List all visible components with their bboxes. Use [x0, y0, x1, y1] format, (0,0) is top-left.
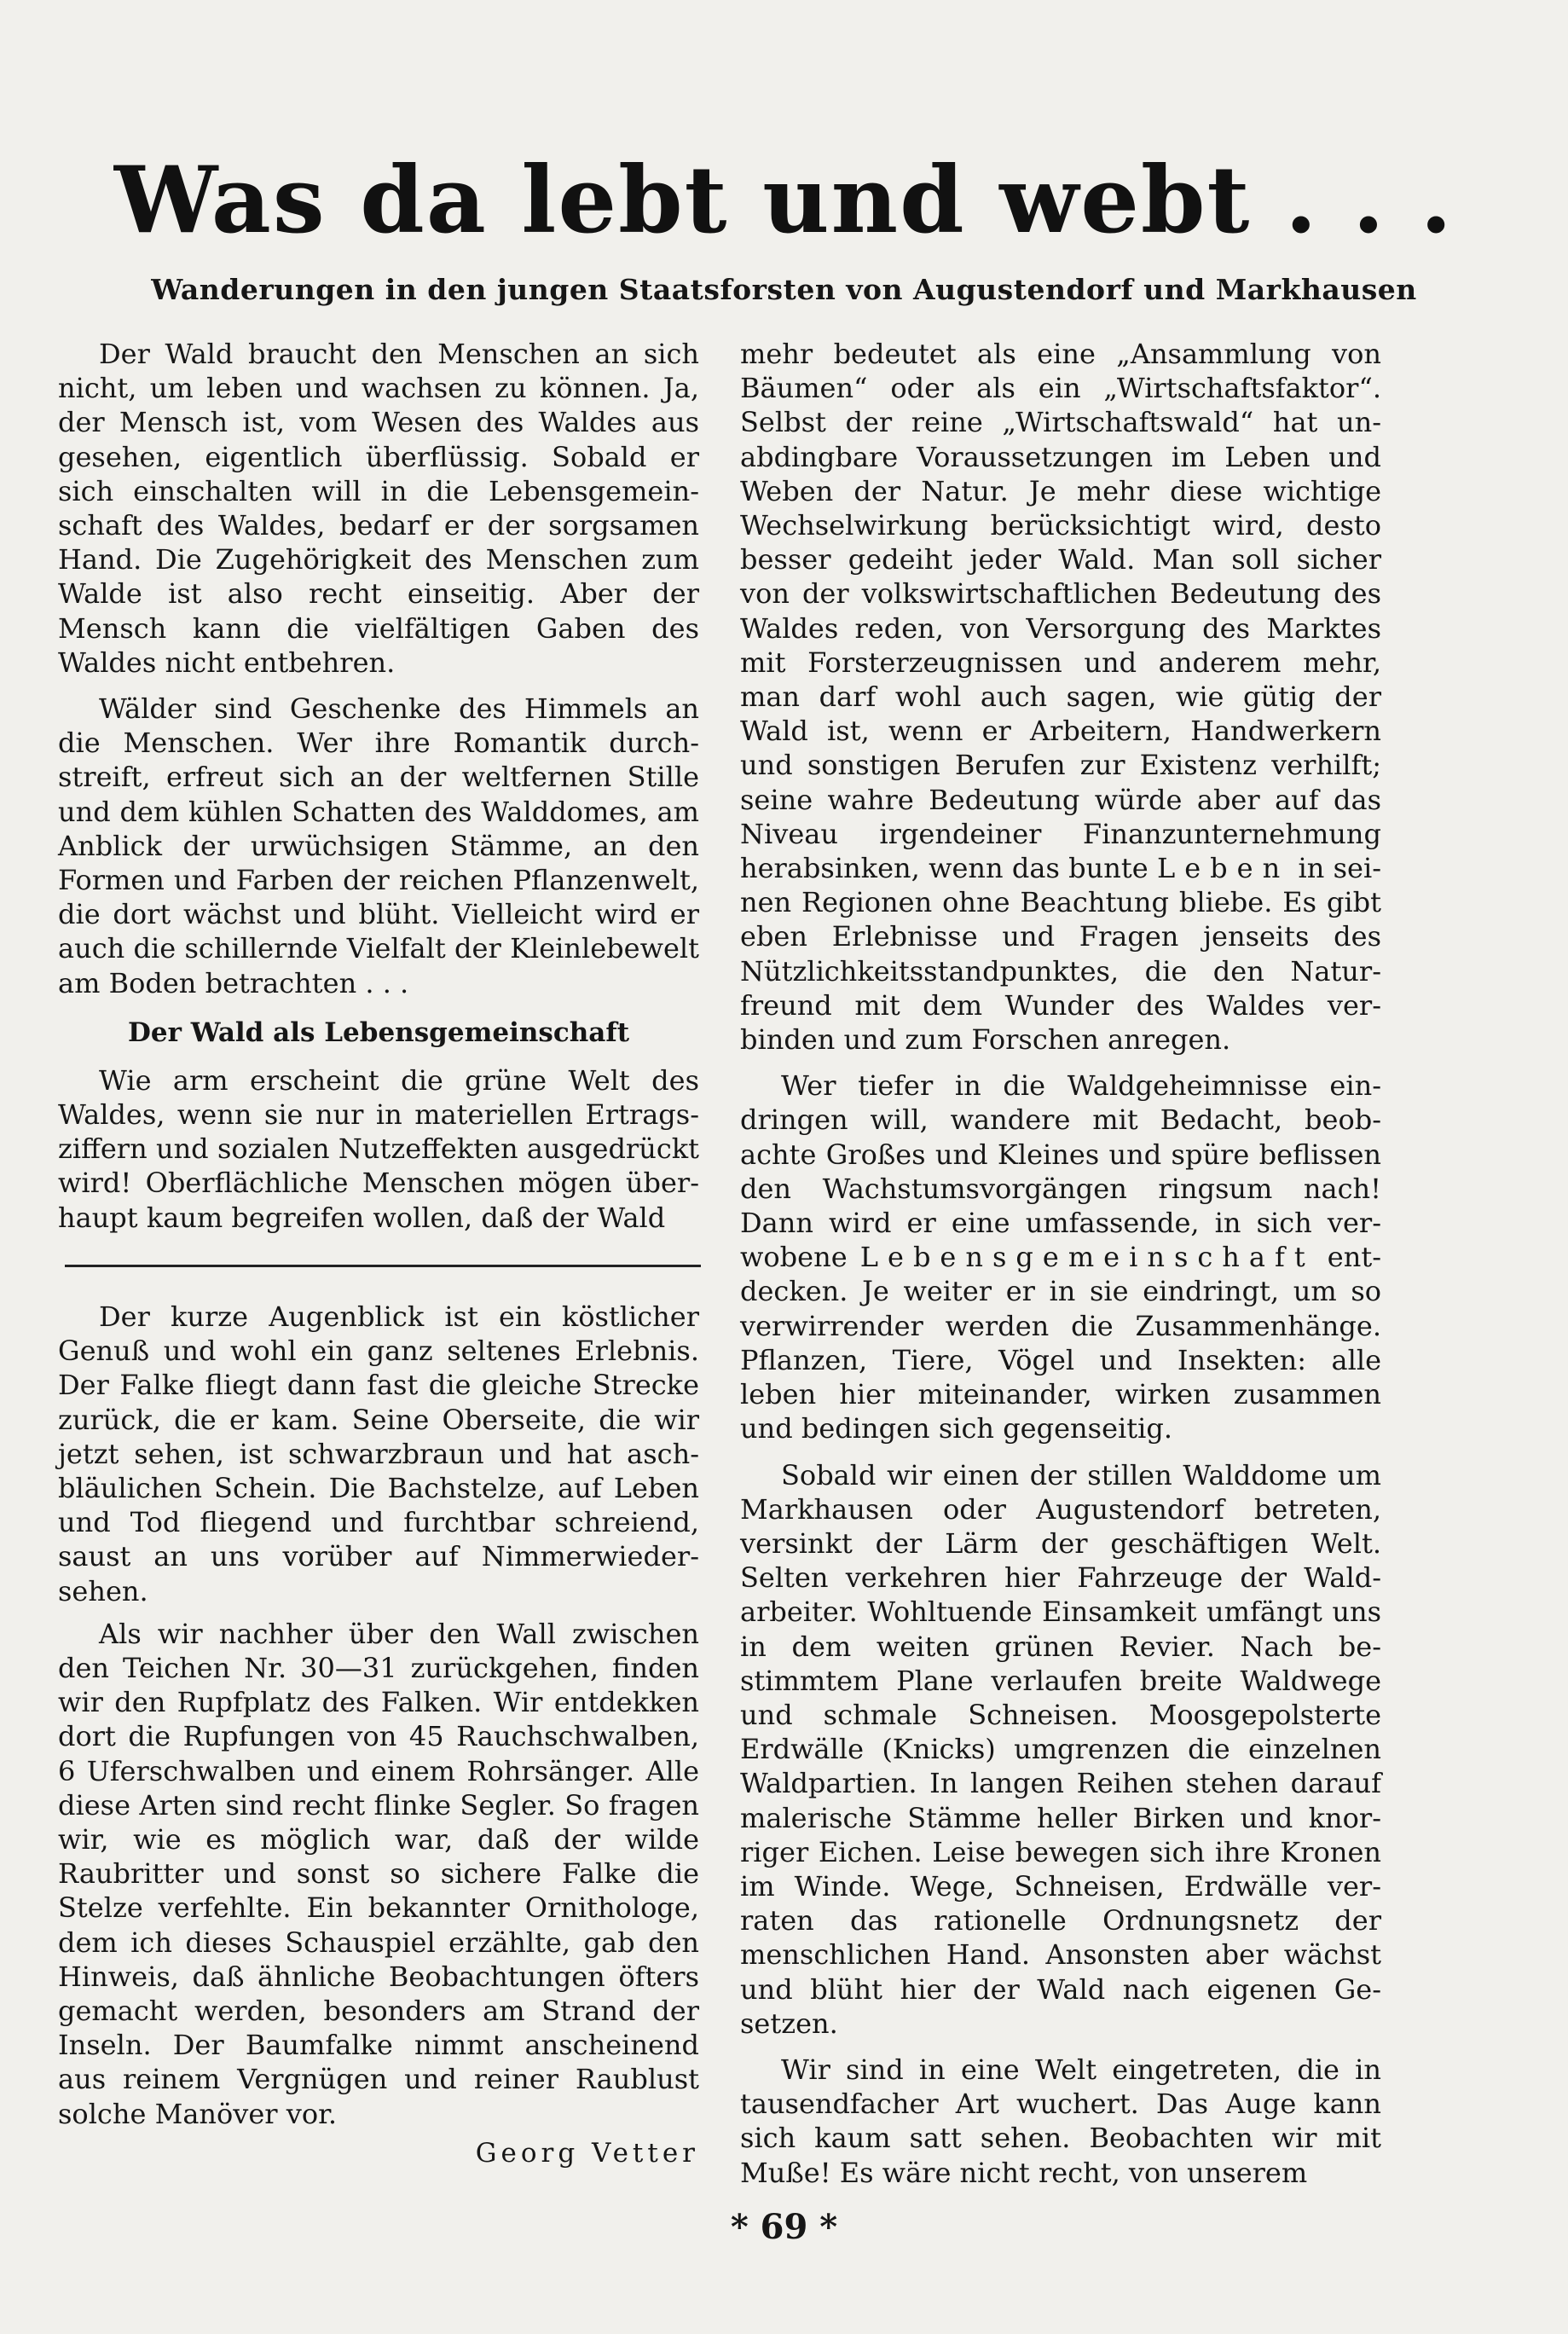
paragraph: [740, 337, 1381, 1057]
paragraph: [740, 1069, 1381, 1445]
paragraph: Sobald wir einen der stillen Walddome um Markhausen oder Augustendorf betreten, versinkt der Lärm der geschäftigen Welt. Selten verkehren hier Fahrzeuge der Waldarbeiter. Wohltuende Einsamkeit umfängt uns in dem weiten grünen Revier. Nach bestimmtem Plane verlaufen breite Waldwege und schmale Schneisen. Moosgepolsterte Erdwälle (Knicks) umgrenzen die einzelnen Waldpartien. In langen Reihen stehen darauf malerische Stämme heller Birken und knorriger Eichen. Leise bewegen sich ihre Kronen im Winde. Wege, Schneisen, Erdwälle verraten das rationelle Ordnungsnetz der menschlichen Hand. Ansonsten aber wächst und blüht hier der Wald nach eigenen Gesetzen.: [740, 1458, 1381, 2040]
article-subtitle: Wanderungen in den jungen Staatsforsten von Augustendorf und Markhausen: [151, 273, 1417, 306]
paragraph: Der Wald braucht den Menschen an sich nicht, um leben und wachsen zu können. Ja, der Mensch ist, vom Wesen des Waldes aus gesehen, eigentlich überflüssig. Sobald er sich einschalten will in die Lebensgemeinschaft des Waldes, bedarf er der sorgsamen Hand. Die Zugehörigkeit des Menschen zum Walde ist also recht einseitig. Aber der Mensch kann die vielfältigen Gaben des Waldes nicht entbehren.: [58, 338, 699, 679]
spaced-emphasis: Lebensgemeinschaft: [859, 1241, 1315, 1274]
section-heading: Der Wald als Lebensgemeinschaft: [127, 1016, 630, 1048]
paragraph-text: mehr bedeutet als eine „Ansammlung von Bäumen“ oder als ein „Wirtschaftsfaktor“. Selbst der reine „Wirtschaftswald“ hat unabdingbare Voraussetzungen im Leben und Weben der Natur. Je mehr diese wichtige Wechselwirkung berücksichtigt wird, desto besser gedeiht jeder Wald. Man soll sicher von der volkswirtschaftlichen Bedeutung des Waldes reden, von Versorgung des Marktes mit Forsterzeugnissen und anderem mehr, man darf wohl auch sagen, wie gütig der Wald ist, wenn er Arbeitern, Handwerkern und sonstigen Berufen zur Existenz verhilft; seine wahre Bedeutung würde aber auf das Niveau irgendeiner Finanzunternehmung herabsinken, wenn das bunte: [740, 338, 1381, 885]
article-title: Was da lebt und webt . . .: [114, 147, 1454, 254]
paragraph-text: in seinen Regionen ohne Beachtung bliebe. Es gibt eben Erlebnisse und Fragen jenseits des Nützlichkeitsstandpunktes, die den Naturfreund mit dem Wunder des Waldes verbinden und zum Forschen anregen.: [740, 852, 1382, 1057]
column-divider-rule: [65, 1265, 701, 1267]
spaced-emphasis: Leben: [1156, 852, 1290, 885]
author-signature: Georg Vetter: [475, 2137, 699, 2169]
paragraph: Wir sind in eine Welt eingetreten, die in tausendfacher Art wuchert. Das Auge kann sich kaum satt sehen. Beobachten wir mit Muße! Es wäre nicht recht, von unserem: [740, 2053, 1381, 2189]
left-column-bottom: [58, 1300, 699, 2170]
paragraph-text: Wer tiefer in die Waldgeheimnisse eindringen will, wandere mit Bedacht, beobachte Großes und Kleines und spüre beflissen den Wachstumsvorgängen ringsum nach! Dann wird er eine umfassende, in sich verwobene: [740, 1069, 1381, 1274]
paragraph: Als wir nachher über den Wall zwischen den Teichen Nr. 30—31 zurückgehen, finden wir den Rupfplatz des Falken. Wir entdekken dort die Rupfungen von 45 Rauchschwalben, 6 Uferschwalben und einem Rohrsänger. Alle diese Arten sind recht flinke Segler. So fragen wir, wie es möglich war, daß der wilde Raubritter und sonst so sichere Falke die Stelze verfehlte. Ein bekannter Ornithologe, dem ich dieses Schauspiel erzählte, gab den Hinweis, daß ähnliche Beobachtungen öfters gemacht werden, besonders am Strand der Inseln. Der Baumfalke nimmt anscheinend aus reinem Vergnügen und reiner Raublust solche Manöver vor.: [58, 1617, 699, 2130]
right-column: [740, 337, 1381, 2190]
paragraph: Wie arm erscheint die grüne Welt des Waldes, wenn sie nur in materiellen Ertragsziffern und sozialen Nutzeffekten ausgedrückt wird! Oberflächliche Menschen mögen überhaupt kaum begreifen wollen, daß der Wald: [58, 1063, 699, 1234]
paragraph: Der kurze Augenblick ist ein köstlicher Genuß und wohl ein ganz seltenes Erlebnis. Der Falke fliegt dann fast die gleiche Strecke zurück, die er kam. Seine Oberseite, die wir jetzt sehen, ist schwarzbraun und hat aschbläulichen Schein. Die Bachstelze, auf Leben und Tod fliegend und furchtbar schreiend, saust an uns vorüber auf Nimmerwiedersehen.: [58, 1300, 699, 1607]
paragraph: Wälder sind Geschenke des Himmels an die Menschen. Wer ihre Romantik durchstreift, erfreut sich an der weltfernen Stille und dem kühlen Schatten des Walddomes, am Anblick der urwüchsigen Stämme, an den Formen und Farben der reichen Pflanzenwelt, die dort wächst und blüht. Vielleicht wird er auch die schillernde Vielfalt der Kleinlebewelt am Boden betrachten . . .: [58, 692, 699, 999]
left-column-top: [58, 337, 699, 1235]
paragraph-text: entdecken. Je weiter er in sie eindringt, um so verwirrender werden die Zusammenhänge. Pflanzen, Tiere, Vögel und Insekten: alle leben hier miteinander, wirken zusammen und bedingen sich gegenseitig.: [740, 1241, 1382, 1445]
page-number: * 69 *: [730, 2207, 838, 2247]
